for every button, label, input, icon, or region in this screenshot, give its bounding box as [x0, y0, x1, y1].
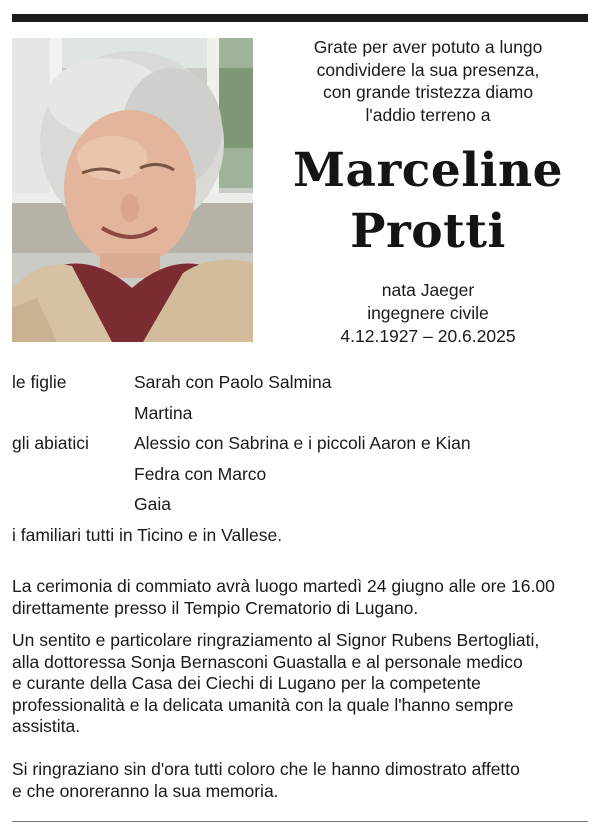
intro-line: con grande tristezza diamo	[322, 82, 534, 102]
family-row	[12, 367, 588, 398]
family-names: Martina	[134, 402, 193, 423]
thanks-line: Un sentito e particolare ringraziamento al Signor Rubens Bertogliati,	[12, 630, 540, 650]
relatives-line: i familiari tutti in Ticino e in Vallese.	[12, 524, 283, 545]
closing-line: e che onoreranno la sua memoria.	[12, 780, 279, 801]
thanks-paragraph	[12, 630, 588, 738]
thanks-line: alla dottoressa Sonja Bernasconi Guastalla e al personale medico	[12, 651, 523, 672]
family-relation: gli abiatici	[12, 433, 89, 454]
top-border-rule	[12, 14, 588, 22]
family-row	[12, 428, 588, 459]
portrait-photo	[12, 38, 253, 342]
life-dates: 4.12.1927 – 20.6.2025	[340, 326, 516, 346]
maiden-name: nata Jaeger	[381, 280, 475, 300]
family-relation: le figlie	[12, 372, 67, 392]
family-names: Gaia	[134, 494, 171, 515]
intro-line: condividere la sua presenza,	[316, 59, 540, 80]
thanks-line: professionalità e la delicata umanità con la quale l'hanno sempre	[12, 694, 514, 715]
intro-line: l'addio terreno a	[365, 104, 491, 125]
family-names: Alessio con Sabrina e i piccoli Aaron e Kian	[134, 433, 471, 454]
closing-paragraph	[12, 759, 588, 802]
intro-line: Grate per aver potuto a lungo	[313, 37, 543, 57]
family-row	[12, 489, 588, 520]
closing-line: Si ringraziano sin d'ora tutti coloro che le hanno dimostrato affetto	[12, 759, 520, 779]
thanks-line: e curante della Casa dei Ciechi di Lugano per la competente	[12, 673, 481, 693]
personal-details	[268, 279, 588, 348]
family-names: Fedra con Marco	[134, 463, 267, 484]
intro-text	[268, 36, 588, 126]
ceremony-notice	[12, 576, 588, 619]
ceremony-line: direttamente presso il Tempio Crematorio di Lugano.	[12, 597, 419, 618]
profession: ingegnere civile	[367, 303, 489, 323]
thanks-line: assistita.	[12, 716, 81, 736]
first-name: Marceline	[292, 143, 564, 198]
family-names: Sarah con Paolo Salmina	[134, 372, 332, 392]
ceremony-line: La cerimonia di commiato avrà luogo martedì 24 giugno alle ore 16.00	[12, 576, 555, 596]
family-row	[12, 398, 588, 429]
family-list	[12, 367, 588, 551]
bottom-border-rule	[12, 821, 588, 822]
deceased-name	[268, 140, 588, 262]
family-row	[12, 459, 588, 490]
last-name: Protti	[350, 204, 506, 259]
